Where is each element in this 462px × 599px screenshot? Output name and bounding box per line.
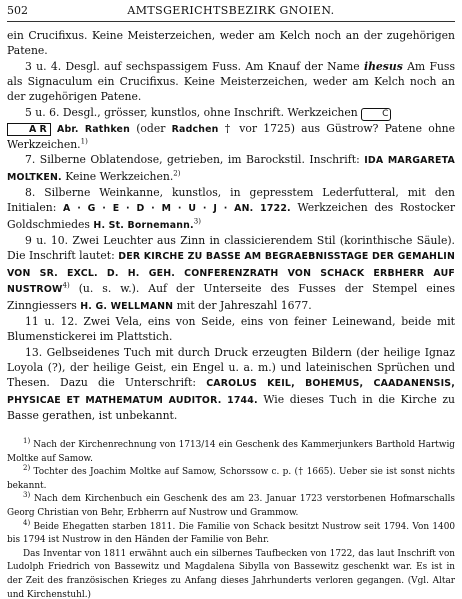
maker-mark-ar: A R (7, 123, 51, 136)
page-number: 502 (7, 4, 28, 17)
gothic-name: ihesus (363, 59, 403, 73)
footnote-ref: 1) (80, 137, 88, 146)
paragraph-items-5-6: 5 u. 6. Desgl., grösser, kunstlos, ohne Inschrift. Werkzeichen C A R Abr. Rathken (oder Radchen † vor 1725) aus Güstrow? Patene ohne Werkzeichen.$^{1)}$ (7, 105, 455, 152)
paragraph-item-8: 8. Silberne Weinkanne, kunstlos, in gepresstem Lederfutteral, mit den Initialen: A · G · E · D · M · U · J · AN. 1722. Werkzeichen des Rostocker Goldschmiedes H. St. Bornemann.$^{3)}$ (7, 186, 456, 231)
hallmark-c-icon: C (361, 108, 391, 121)
goldsmith-name: H. St. Bornemann. (93, 219, 194, 231)
paragraph-items-9-10: 9 u. 10. Zwei Leuchter aus Zinn in classicierendem Stil (korinthische Säule). Die Inschrift lautet: DER KIRCHE ZU BASSE AM BEGRAEBNISSTAGE DER GEMAHLIN VON SR. EXCL. D. H. GEH. CONFERENZRATH VON SCHACK ERBHERR AUF NUSTROW$^{4)}$ (u. s. w.). Auf der Unterseite des Fusses der Stempel eines Zinngiessers H. G. WELLMANN mit der Jahreszahl 1677. (7, 234, 456, 312)
main-text (7, 28, 455, 423)
inscription: A · G · E · D · M · U · J · AN. 1722. (63, 203, 291, 215)
footnote-note: Das Inventar von 1811 erwähnt auch ein silbernes Taufbecken von 1722, das laut Inschrift von Ludolph Friedrich von Bassewitz und Magdalena Sibylla von Bassewitz geschenkt war. Es ist in der Zeit des französischen Krieges zu Anfang dieses Jahrhunderts verloren gegangen. (Vgl. Altar und Kirchenstuhl.) (7, 548, 455, 599)
paragraph-items-3-4: 3 u. 4. Desgl. auf sechspassigem Fuss. Am Knauf der Name ihesus Am Fuss als Signaculum ein Crucifixus. Keine Meisterzeichen, weder am Kelch noch an der zugehörigen Patene. (7, 59, 455, 104)
footnote-ref: 4) (62, 281, 70, 290)
footnotes (7, 439, 455, 599)
footnote: $^{4)}$ Beide Ehegatten starben 1811. Die Familie von Schack besitzt Nustrow seit 1794. Von 1400 bis 1794 ist Nustrow in den Händen der Familie von Behr. (7, 518, 455, 546)
maker-name: Abr. Rathken (56, 123, 130, 135)
footnote-ref: 3) (193, 217, 201, 226)
page-header (7, 4, 455, 20)
inscription: IDA MARGARETA MOLTKEN. (7, 155, 455, 183)
footnote-ref: 2) (173, 169, 181, 178)
pewterer-name: H. G. WELLMANN (80, 300, 174, 312)
running-title: AMTSGERICHTSBEZIRK GNOIEN. (127, 4, 335, 17)
footnote: $^{1)}$ Nach der Kirchenrechnung von 1713/14 ein Geschenk des Kammerjunkers Barthold Hartwig Moltke auf Samow. (7, 437, 455, 464)
header-rule (7, 21, 455, 22)
inscription: CAROLUS KEIL, BOHEMUS, CAADANENSIS, PHYSICAE ET MATHEMATUM AUDITOR. 1744. (7, 378, 456, 406)
paragraph-item-7: 7. Silberne Oblatendose, getrieben, im Barockstil. Inschrift: IDA MARGARETA MOLTKEN. Keine Werkzeichen.$^{2)}$ (7, 153, 455, 183)
paragraph-item-13: 13. Gelbseidenes Tuch mit durch Druck erzeugten Bildern (der heilige Ignaz Loyola (?), der heilige Geist, ein Engel u. a. m.) und lateinischen Sprüchen und Thesen. Dazu die Unterschrift: CAROLUS KEIL, BOHEMUS, CAADANENSIS, PHYSICAE ET MATHEMATUM AUDITOR. 1744. Wie dieses Tuch in die Kirche zu Basse gerathen, ist unbekannt. (7, 345, 456, 422)
footnote: $^{2)}$ Tochter des Joachim Moltke auf Samow, Schorssow c. p. († 1665). Ueber sie ist sonst nichts bekannt. (7, 464, 455, 491)
maker-name-alt: Radchen (171, 123, 219, 135)
paragraph-continuation: ein Crucifixus. Keine Meisterzeichen, weder am Kelch noch an der zugehörigen Patene. (7, 29, 455, 58)
paragraph-items-11-12: 11 u. 12. Zwei Vela, eins von Seide, eins von feiner Leinewand, beide mit Blumenstickerei im Plattstich. (7, 314, 455, 344)
footnote: $^{3)}$ Nach dem Kirchenbuch ein Geschenk des am 23. Januar 1723 verstorbenen Hofmarschalls Georg Christian von Behr, Erbherrn auf Nustrow und Grammow. (7, 491, 455, 518)
inscription: DER KIRCHE ZU BASSE AM BEGRAEBNISSTAGE DER GEMAHLIN VON SR. EXCL. D. H. GEH. CONFERENZRATH VON SCHACK ERBHERR AUF NUSTROW (7, 251, 456, 296)
